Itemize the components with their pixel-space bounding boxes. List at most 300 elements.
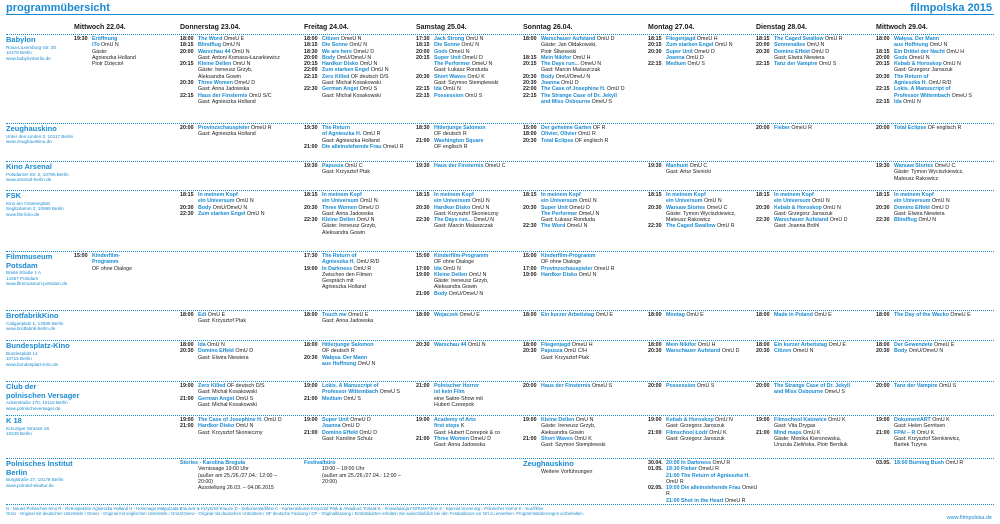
screening-format: OmU R [945,460,964,466]
film-title[interactable]: Blindflug [894,217,917,224]
film-title[interactable]: German Angst [198,395,235,402]
screening-format: OmU K [916,429,935,436]
film-title[interactable]: The Case of Josephine H. [541,86,606,93]
film-title[interactable]: 18:00 Burning Bush [894,460,945,466]
film-title[interactable]: The Case of Josephine H. [198,417,263,423]
film-title[interactable]: The Return of [894,73,929,80]
film-title[interactable]: Provinzschauspieler [198,125,250,131]
venue-name[interactable]: Zeughauskino [523,459,574,468]
film-title[interactable]: Hardkor Disko [434,204,471,211]
film-title[interactable]: Super Unit [541,204,568,211]
film-title[interactable]: Papusza [322,163,344,169]
film-title[interactable]: Fliegenjagd [541,342,571,348]
film-title[interactable]: Joanna [666,54,685,61]
screening-entry[interactable] [304,396,414,402]
venue-name[interactable]: polnischen Versager [6,390,80,400]
venue-name[interactable]: FSK [6,191,21,200]
film-title[interactable]: The Performer [541,210,578,217]
film-title[interactable]: Haus der Finsternis [541,383,591,389]
screening-cell [416,417,526,448]
film-title[interactable]: Haus der Finsternis [434,163,484,169]
venue-name[interactable]: Kino Arsenal [6,162,52,171]
day-header: Mittwoch 22.04. [74,24,126,31]
film-title[interactable]: Citizen [774,348,792,355]
screening-time: 19:30 [648,163,662,169]
screening-format: OmU D [359,429,378,436]
screening-format: OmU N [222,42,241,49]
film-title[interactable]: Super Unit [322,417,349,423]
screening-time: 18:15 [523,54,537,61]
film-title[interactable]: Ein Drittel der Nacht [894,48,945,55]
film-title[interactable]: Zero Killed [322,73,350,80]
film-title[interactable]: Wojaczek [434,312,459,318]
venue-name[interactable]: BrotfabrikKino [6,311,59,320]
film-title[interactable]: Kleine Dellen [198,61,232,68]
film-title[interactable]: Medium [322,395,343,402]
film-title[interactable]: Blindflug [198,42,221,49]
film-title[interactable]: Hardkor Disko [198,423,235,430]
screening-entry[interactable] [876,99,986,105]
film-title[interactable]: Kleine Dellen [434,271,468,278]
venue-address: Kino am Oranienplatz [6,200,51,206]
screening-entry[interactable] [876,125,986,131]
venue-website[interactable]: www.arsenal-berlin.de [6,177,52,183]
screening-cell [180,125,290,138]
film-title[interactable]: Agnieszka H. [322,259,355,266]
film-title[interactable]: The Word [541,223,566,230]
film-title[interactable]: Wałęsa. Der Mann [322,354,368,361]
film-title[interactable]: Papusza [541,348,563,355]
screening-time: 22:15 [648,61,662,68]
screening-entry[interactable] [416,342,526,348]
screening-entry[interactable] [648,473,758,486]
screening-cell [756,192,866,230]
film-title[interactable]: Kebab & Horoskop [774,204,822,211]
film-title[interactable]: 18:30 Fieber [666,466,697,473]
screening-entry[interactable] [523,99,633,105]
film-title[interactable]: The Caged Swallow [774,36,824,42]
screening-text [198,49,250,55]
screening-time: 18:15 [180,42,194,49]
day-header: Freitag 24.04. [304,24,349,31]
film-title[interactable]: The Return [322,125,350,131]
film-title[interactable]: Kebab & Horoskop [666,417,714,423]
screening-cell [523,192,633,230]
film-title[interactable]: Zum starken Engel [198,210,246,217]
screening-text [666,383,714,389]
film-title[interactable]: Warschauer Aufstand [666,348,721,355]
screening-text [894,348,943,354]
film-title[interactable]: Olivier, Olivier [541,131,577,138]
screening-entry[interactable] [756,61,866,67]
screening-time: 22:30 [304,217,318,224]
film-title[interactable]: Kleine Dellen [322,217,356,224]
screening-entry[interactable] [648,348,758,354]
screening-cell [876,460,986,466]
screening-format: OF deutsch D/S [350,73,389,80]
screening-time: 20:00 [416,48,430,55]
screening-format: OmU D [596,36,615,42]
screening-time: 21:00 [304,395,318,402]
film-title[interactable]: Tanz der Vampire [774,61,818,68]
film-title[interactable]: Professor Wittembach [322,389,379,396]
venue-name[interactable]: Filmmuseum [6,252,53,261]
film-title[interactable]: In meinem Kopf [894,192,934,198]
venue-row-divider [6,161,994,162]
screening-entry[interactable] [876,383,986,389]
screening-note: Gast: Anna Jadowska [198,86,250,93]
film-title[interactable]: Kinderfilm-Programm [541,253,596,259]
screening-time: 18:15 [416,192,430,198]
screening-entry[interactable] [416,291,526,297]
film-title[interactable]: ein Universum [774,198,811,205]
film-title[interactable]: Haus der Finsternis [198,92,248,99]
film-title[interactable]: Jack Strong [434,36,465,42]
screening-entry[interactable] [523,272,633,278]
film-title[interactable]: The Days run... [541,61,579,68]
screening-format: OmU N [360,198,378,205]
film-title[interactable]: Kleine Dellen [541,417,575,423]
screening-format: OmeU D [694,48,715,55]
film-title[interactable]: The Word [198,36,223,42]
film-title[interactable]: Kebab & Horoskop [894,61,942,68]
screening-time: 20:00 [876,125,890,131]
film-title[interactable]: Short Waves [541,435,573,442]
film-title[interactable]: The Return of [322,253,357,259]
film-title[interactable]: Montag [666,312,685,318]
venue-website[interactable]: 10245 Berlin [6,431,32,437]
screening-entry[interactable] [304,361,414,367]
screening-entry[interactable] [523,383,633,389]
screening-note: Gast: Elwira Niewiera [198,354,249,361]
film-title[interactable]: Three Women [198,80,233,87]
film-title[interactable]: Warschauer Aufstand [774,217,829,224]
film-title[interactable]: Ida [198,342,206,348]
screening-format: OmeU D [234,80,256,87]
film-title[interactable]: Kinderfilm- [92,253,120,259]
film-title[interactable]: In meinem Kopf [541,192,581,198]
screening-format: OF deutsch D/S [226,383,265,389]
venue-website[interactable]: www.polnischekultur.de [6,482,54,488]
screening-note: Gast: Łukasz Ronduda [434,67,488,74]
screening-entry[interactable] [756,348,866,354]
film-title[interactable]: In meinem Kopf [198,192,238,198]
film-title[interactable]: In meinem Kopf [322,192,362,198]
film-title[interactable]: Ein kurzer Arbeitstag [541,312,595,318]
venue-row-divider [6,34,994,35]
film-title[interactable]: In meinem Kopf [434,192,474,198]
venue-website[interactable]: www.fsk-kino.de [6,211,40,217]
film-title[interactable]: ist kein Film [434,389,465,396]
film-title[interactable]: 21:00 Shot in the Heart [666,497,724,504]
venue-name[interactable]: Polnisches Institut [6,459,73,468]
screening-format: OmeU S [591,383,613,389]
screening-time: 21:00 [180,423,194,430]
screening-entry[interactable] [648,61,758,67]
screening-note: Gäste: Tymon Wyciszkiewicz, [666,210,736,217]
screening-format: OmU N [704,198,722,205]
screening-format: OmU N [370,67,389,74]
film-title[interactable]: In meinem Kopf [666,192,706,198]
venue-name[interactable]: K 18 [6,416,22,425]
film-title[interactable]: Medium [666,61,687,68]
film-title[interactable]: Touch me [322,312,347,318]
film-title[interactable]: Short Waves [434,73,466,80]
film-title[interactable]: Hitlerjunge Salomon [322,342,374,348]
film-title[interactable]: Zero Killed [198,383,226,389]
film-title[interactable]: Fliegenjagd [666,36,696,42]
film-title[interactable]: iTo [92,42,100,49]
film-title[interactable]: Die Sonne [322,42,348,49]
film-title[interactable]: Mind maps [774,429,802,436]
film-title[interactable]: Domino Effekt [322,429,358,436]
film-title[interactable]: Warschau 44 [434,342,467,348]
screening-time: 15:00 [523,253,537,259]
film-title[interactable]: Hardkor Disko [541,271,578,278]
screening-time: 21:00 [180,395,194,402]
film-title[interactable]: Zum starken Engel [322,67,370,74]
screening-cell [523,342,633,361]
screening-entry[interactable] [876,348,986,354]
film-title[interactable]: ein Universum [541,198,578,205]
film-title[interactable]: Professor Wittembach [894,92,951,99]
screening-format: OmeU H [696,36,718,42]
venue-website[interactable]: www.zeughauskino.de [6,139,52,145]
film-title[interactable]: Possession [434,92,464,99]
venue-name[interactable]: Berlin [6,467,28,477]
screening-entry[interactable] [648,485,758,498]
screening-time: 18:15 [304,42,318,49]
screening-time: 18:00 [756,312,770,318]
film-title[interactable]: Gods [434,48,448,55]
film-title[interactable]: Tanz der Vampire [894,383,938,389]
screening-entry[interactable] [304,144,414,150]
film-title[interactable]: Lokis. A Manuscript of [894,86,951,93]
film-title[interactable]: Polnischer Horror [434,383,480,389]
screening-entry[interactable] [416,93,526,99]
film-title[interactable]: Super Unit [666,48,693,55]
screening-entry[interactable] [416,163,526,169]
venue-website[interactable]: www.polnischeversager.de [6,405,61,411]
venue-name[interactable]: Bundesplatz-Kino [6,341,70,350]
screening-format: OmU C/H [563,348,587,355]
film-title[interactable]: Super Unit [434,54,461,61]
screening-cell [648,312,758,318]
film-title[interactable]: Made in Poland [774,312,813,318]
film-title[interactable]: Der Gewendete [894,342,933,348]
film-title[interactable]: Edi [198,312,207,318]
film-title[interactable]: Washington Square [434,137,484,144]
venue-website[interactable]: www.filmmuseum-potsdam.de [6,281,68,287]
film-title[interactable]: Ida [434,86,442,93]
screening-time: 20:00 [648,383,662,389]
film-title[interactable]: Provinzschauspieler [541,265,593,272]
film-title[interactable]: Citizen [322,36,340,42]
website-link[interactable]: www.filmpolska.de [946,515,992,521]
film-title[interactable]: Fieber [774,125,790,131]
film-title[interactable]: The Strange Case of Dr. Jekyll [541,92,617,99]
venue-website[interactable]: www.bundesplatz-kino.de [6,361,59,367]
venue-row-divider [6,340,994,341]
screening-format: OmU C [344,163,363,169]
film-title[interactable]: and Miss Osbourne [541,98,591,105]
screening-note: Gast: Agnieszka Holland [198,98,256,105]
film-title[interactable]: The Day of the Wacko [894,312,949,318]
film-title[interactable]: ein Universum [198,198,235,205]
screening-time [756,389,774,395]
film-title[interactable]: DokumentART [894,417,931,423]
film-title[interactable]: Domino Effekt [774,48,810,55]
film-title[interactable]: and Miss Osbourne [774,389,824,396]
film-title[interactable]: Hitlerjunge Salomon [434,125,486,131]
film-title[interactable]: The Caged Swallow [666,223,716,230]
screening-entry[interactable] [876,312,986,318]
film-title[interactable]: Total Eclipse [894,125,927,131]
film-title[interactable]: Ida [894,98,902,105]
venue-name[interactable]: Zeughauskino [6,124,57,133]
film-title[interactable]: Ida [434,265,442,272]
venue-website[interactable]: www.brotfabrik-berlin.de [6,326,56,332]
film-title[interactable]: The Strange Case of Dr. Jekyll [774,383,850,389]
screening-time: 18:00 [304,342,318,348]
screening-entry[interactable] [523,312,633,318]
film-title[interactable]: Possession [666,383,696,389]
screening-entry[interactable] [523,223,633,229]
film-title[interactable]: Mein Nikifor [541,54,572,61]
film-title[interactable]: Filmschool Katowice [774,417,827,423]
film-title[interactable]: Three Women [434,435,469,442]
screening-note: Vernissage 19:00 Uhr [198,466,249,473]
film-title[interactable]: The Days run... [434,217,472,224]
film-title[interactable]: Die alleinstehende Frau [322,143,382,150]
venue-name[interactable]: Babylon [6,35,36,44]
film-title[interactable]: Die Sonne [434,42,460,49]
film-title[interactable]: Body [894,348,908,355]
film-title[interactable]: first steps [434,423,460,430]
film-title[interactable]: Warsaw Stories [894,163,934,169]
screening-time: 22:15 [523,92,537,99]
screening-entry[interactable] [876,460,986,466]
screening-entry[interactable] [756,125,866,131]
film-title[interactable]: Programm [92,259,119,266]
film-title[interactable]: Joanna [541,80,560,87]
screening-entry[interactable] [876,217,986,223]
screening-entry[interactable] [523,138,633,144]
film-title[interactable]: of Agnieszka H. [322,131,362,138]
screening-entry[interactable] [648,312,758,318]
film-title[interactable]: aus Hoffnung [894,42,929,49]
film-title[interactable]: We are here [322,48,352,55]
screening-note: Gast: Grzegorz Jaroszuk [894,67,953,74]
film-title[interactable]: Zum starken Engel [666,42,714,49]
film-title[interactable]: Stories - Karolina Breguła [180,460,246,466]
film-title[interactable]: Body [434,290,448,297]
film-title[interactable]: Domino Effekt [198,348,234,355]
screening-text [322,131,380,137]
film-title[interactable]: German Angst [322,86,359,93]
film-title[interactable]: Joanna [322,423,341,430]
film-title[interactable]: Der geheime Garten [541,125,592,131]
film-title[interactable]: Festivalbüro [304,460,336,466]
film-title[interactable]: Warschauer Aufstand [541,36,596,42]
film-title[interactable]: ein Universum [434,198,471,205]
film-title[interactable]: Domino Effekt [894,204,930,211]
film-title[interactable]: Body [541,73,555,80]
screening-note: OF deutsch R [434,131,467,138]
film-title[interactable]: ein Universum [894,198,931,205]
venue-name[interactable]: Club der [6,382,37,391]
venue-website[interactable]: www.babylonberlin.de [6,55,51,61]
film-title[interactable]: Manhunt [666,163,689,169]
film-title[interactable]: Sonnenallee [774,42,806,49]
screening-time: 21:00 [416,290,430,297]
film-title[interactable]: aus Hoffnung [322,360,357,367]
screening-cell [304,342,414,367]
film-title[interactable]: Kinderfilm-Programm [434,253,489,259]
screening-format: OmeU R [382,143,404,150]
screening-entry[interactable] [756,389,866,395]
screening-format: OmU N [443,265,461,272]
screening-entry[interactable] [180,211,290,217]
film-title[interactable]: 20:00 In Darkness [666,460,712,466]
screening-format: OmU N [465,36,484,42]
screening-time: 03.05. [876,460,891,466]
screening-entry[interactable] [756,312,866,318]
film-title[interactable]: 19:00 Die alleinstehende Frau [666,485,741,492]
film-title[interactable]: Lokis. A Manuscript of [322,383,379,389]
screening-time: 20:30 [523,73,537,80]
film-title[interactable]: Mein Nikifor [666,342,697,348]
film-title[interactable]: Warsaw Stories [666,204,706,211]
screening-format: K [460,423,465,430]
film-title[interactable]: Filmschool Łódź [666,429,708,436]
film-title[interactable]: Body [322,54,336,61]
screening-time: 20:00 [756,383,770,389]
film-title[interactable]: Body [198,204,212,211]
screening-cell [304,383,414,402]
venue-name[interactable]: Potsdam [6,260,38,270]
film-title[interactable]: Wałęsa. Der Mann [894,36,940,42]
film-title[interactable]: In Darkness [322,265,353,272]
screening-entry[interactable] [648,223,758,229]
film-title[interactable]: Eröffnung [92,36,118,42]
film-title[interactable]: Ein kurzer Arbeitstag [774,342,828,348]
screening-format: OmU N [359,61,378,68]
screening-time: 18:00 [180,36,194,42]
screening-note: Zwischen den Filmen [322,271,373,278]
screening-format: OmeU H [571,342,593,348]
venue-row-divider [6,190,994,191]
film-title[interactable]: Total Eclipse [541,137,574,144]
film-title[interactable]: Gods [894,54,908,61]
film-title[interactable]: Warschau 44 [198,48,231,55]
film-title[interactable]: Academy of Arts [434,417,476,423]
film-title[interactable]: FPAI – R [894,429,916,436]
screening-note: Gast: Elwira Niewiera [894,210,945,217]
screening-entry[interactable] [416,312,526,318]
film-title[interactable]: ein Universum [666,198,703,205]
film-title[interactable]: The Performer [434,61,471,68]
film-title[interactable]: In meinem Kopf [774,192,814,198]
film-title[interactable]: 21:00 The Return of Agnieszka H. [666,472,750,479]
film-title[interactable]: Hardkor Disko [322,61,359,68]
screening-entry[interactable] [648,383,758,389]
film-title[interactable]: ein Universum [322,198,359,205]
screening-format: OmU D [235,348,254,355]
film-title[interactable]: Agnieszka H. [894,80,927,87]
screening-time: 18:15 [876,48,890,55]
film-title[interactable]: Three Women [322,204,357,211]
